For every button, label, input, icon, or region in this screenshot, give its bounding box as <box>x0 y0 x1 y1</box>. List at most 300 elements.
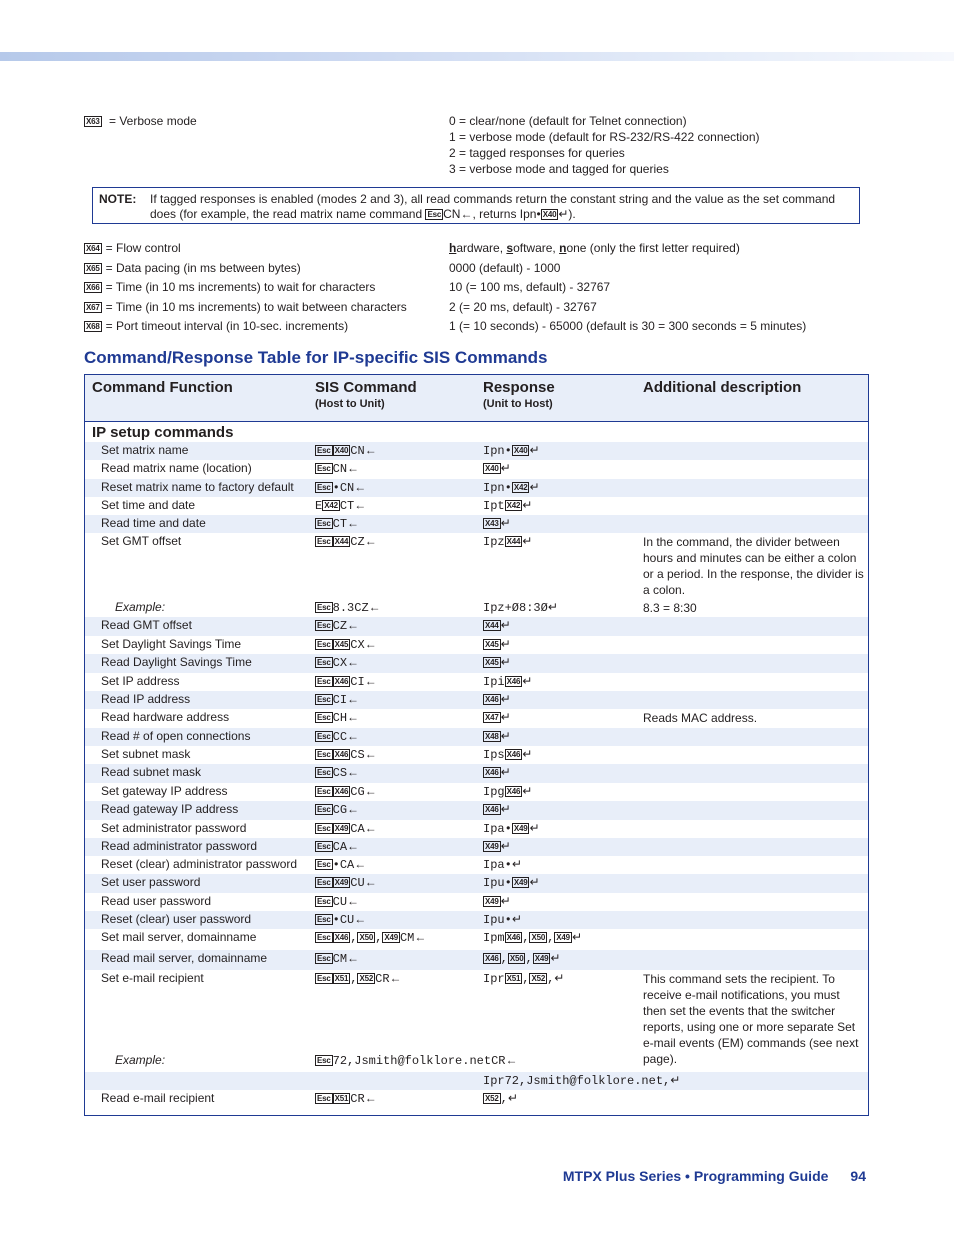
command-function: Read mail server, domainname <box>101 951 268 965</box>
table-row <box>85 1090 868 1110</box>
variable-box: X51 <box>334 974 349 983</box>
code-text: Ipn• <box>483 444 512 458</box>
additional-description: This command sets the recipient. To receive e-mail notifications, you must then set the events that the switcher reports, using one or more separate Set e-mail events (EM) commands (see next page). <box>643 972 859 1066</box>
command-function: Set matrix name <box>101 443 189 457</box>
code-text: CG <box>350 785 365 799</box>
sis-command <box>315 655 359 670</box>
table-row <box>85 709 868 728</box>
response <box>483 600 558 615</box>
esc-key: Esc <box>317 1094 331 1103</box>
response <box>483 443 540 458</box>
command-function: Read Daylight Savings Time <box>101 655 252 669</box>
code-text: CG <box>332 803 348 817</box>
table-row <box>85 636 868 654</box>
header-gradient-bar <box>0 52 954 61</box>
command-function: Read e-mail recipient <box>101 1091 215 1105</box>
esc-key: Esc <box>317 878 331 887</box>
sis-command <box>315 912 366 927</box>
command-function: Read time and date <box>101 516 206 530</box>
enter-arrow-icon: ← <box>347 692 360 706</box>
code-text: Ipr72,Jsmith@folklore.net, <box>483 1074 671 1088</box>
command-function: Read # of open connections <box>101 729 251 743</box>
sis-command <box>315 784 377 799</box>
esc-key: Esc <box>317 824 331 833</box>
code-text: , <box>547 972 555 986</box>
variable-box: X46 <box>506 677 521 686</box>
return-arrow-icon: ↵ <box>500 765 511 779</box>
code-text: Ipr <box>483 972 505 986</box>
esc-key: Esc <box>317 805 331 814</box>
return-arrow-icon: ↵ <box>554 971 565 985</box>
code-text: CN <box>350 444 365 458</box>
command-function: Set GMT offset <box>101 534 182 548</box>
variable-box: X45 <box>334 640 349 649</box>
variable-row-x65 <box>84 260 874 276</box>
variable-value: 2 (= 20 ms, default) - 32767 <box>449 300 597 314</box>
variable-box: X51 <box>506 974 521 983</box>
variable-values <box>449 113 760 177</box>
sis-command <box>315 1091 377 1106</box>
command-response-table <box>84 374 869 1116</box>
esc-key: Esc <box>317 974 331 983</box>
command-function: Read subnet mask <box>101 765 202 779</box>
table-row <box>85 617 868 636</box>
variable-box: X46 <box>485 954 499 963</box>
sis-command <box>315 637 377 652</box>
return-arrow-icon: ↵ <box>500 637 511 651</box>
table-row <box>85 442 868 460</box>
header-description: Additional description <box>643 379 802 396</box>
variable-box: X49 <box>334 878 349 887</box>
table-row <box>85 728 868 746</box>
enter-arrow-icon: ← <box>347 729 360 743</box>
table-row <box>85 801 868 820</box>
code-text: , <box>350 972 358 986</box>
esc-key: Esc <box>317 640 331 649</box>
code-text: , <box>522 972 530 986</box>
code-text: Ipu• <box>483 876 512 890</box>
enter-arrow-icon: ← <box>347 951 360 965</box>
variable-value: 10 (= 100 ms, default) - 32767 <box>449 280 611 294</box>
variable-term: = Flow control <box>105 241 181 255</box>
response <box>483 534 532 549</box>
variable-box: X49 <box>513 878 528 887</box>
variable-term: = Data pacing (in ms between bytes) <box>105 261 301 275</box>
sis-command <box>315 600 381 615</box>
enter-arrow-icon: ← <box>414 930 427 944</box>
return-arrow-icon: ↵ <box>500 839 511 853</box>
value-line: 1 = verbose mode (default for RS-232/RS-422 connection) <box>449 130 760 144</box>
variable-box: X50 <box>509 954 524 963</box>
code-text: •CU <box>332 913 355 927</box>
command-function: Set mail server, domainname <box>101 930 257 944</box>
return-arrow-icon: ↵ <box>500 461 511 475</box>
enter-arrow-icon: ← <box>347 461 360 475</box>
sis-command <box>315 461 359 476</box>
enter-arrow-icon: ← <box>364 443 377 457</box>
variable-box: X49 <box>485 842 499 851</box>
response <box>483 498 532 513</box>
return-arrow-icon: ↵ <box>507 1091 518 1105</box>
variable-box: X43 <box>485 519 499 528</box>
sis-command <box>315 480 366 495</box>
code-text: •CN <box>332 481 355 495</box>
response <box>483 784 532 799</box>
code-text: Ipi <box>483 675 505 689</box>
table-row <box>85 874 868 893</box>
response <box>483 674 532 689</box>
command-function: Read user password <box>101 894 212 908</box>
esc-key: Esc <box>317 464 331 473</box>
return-arrow-icon: ↵ <box>547 600 558 614</box>
response <box>483 729 511 743</box>
table-row <box>85 950 868 970</box>
enter-arrow-icon: ← <box>347 655 360 669</box>
response <box>483 802 511 816</box>
variable-box: X46 <box>485 695 499 704</box>
response <box>483 461 511 475</box>
enter-arrow-icon: ← <box>354 857 367 871</box>
command-function: Reset (clear) user password <box>101 912 252 926</box>
header-command-sub: (Host to Unit) <box>315 398 385 410</box>
enter-arrow-icon: ← <box>347 894 360 908</box>
response <box>483 875 540 890</box>
esc-key: Esc <box>317 446 331 455</box>
code-text: CC <box>332 730 348 744</box>
esc-key: Esc <box>317 695 331 704</box>
enter-arrow-icon: ← <box>354 912 367 926</box>
variable-box: X65 <box>86 264 100 273</box>
esc-key: Esc <box>317 933 331 942</box>
esc-key: Esc <box>427 210 442 219</box>
enter-arrow-icon: ← <box>505 1053 518 1067</box>
table-row <box>85 479 868 497</box>
command-function: Example: <box>115 600 166 614</box>
esc-key: Esc <box>317 732 331 741</box>
variable-box: X40 <box>542 210 557 219</box>
return-arrow-icon: ↵ <box>500 618 511 632</box>
code-text: CI <box>350 675 365 689</box>
return-arrow-icon: ↵ <box>500 894 511 908</box>
return-arrow-icon: ↵ <box>558 207 569 221</box>
esc-key: Esc <box>317 713 331 722</box>
return-arrow-icon: ↵ <box>522 498 533 512</box>
enter-arrow-icon: ← <box>364 534 377 548</box>
return-arrow-icon: ↵ <box>529 480 540 494</box>
return-arrow-icon: ↵ <box>511 912 522 926</box>
sis-command <box>315 930 426 945</box>
code-text: Ips <box>483 748 505 762</box>
esc-key: Esc <box>317 954 331 963</box>
esc-key: Esc <box>317 768 331 777</box>
sis-command <box>315 875 377 890</box>
return-arrow-icon: ↵ <box>500 516 511 530</box>
return-arrow-icon: ↵ <box>522 534 533 548</box>
variable-box: X45 <box>485 640 499 649</box>
enter-arrow-icon: ← <box>347 765 360 779</box>
value-line: 3 = verbose mode and tagged for queries <box>449 162 669 176</box>
table-row <box>85 838 868 856</box>
code-text: CM <box>399 931 415 945</box>
command-function: Set administrator password <box>101 821 247 835</box>
footer-title: MTPX Plus Series • Programming Guide <box>562 1168 829 1184</box>
table-row <box>85 654 868 673</box>
sis-command <box>315 498 366 513</box>
variable-term: = Verbose mode <box>108 114 197 128</box>
table-row <box>85 820 868 838</box>
variable-box: X46 <box>334 933 349 942</box>
enter-arrow-icon: ← <box>364 875 377 889</box>
esc-key: Esc <box>317 519 331 528</box>
code-text: Ipz+Ø8:3Ø <box>483 601 548 615</box>
note-text <box>150 192 850 222</box>
return-arrow-icon: ↵ <box>500 710 511 724</box>
enter-arrow-icon: ← <box>364 784 377 798</box>
command-function: Read administrator password <box>101 839 258 853</box>
esc-key: Esc <box>317 842 331 851</box>
variable-box: X46 <box>334 750 349 759</box>
variable-box: X49 <box>556 933 570 942</box>
table-header <box>85 375 868 422</box>
table-row <box>85 691 868 709</box>
table-row <box>85 929 868 950</box>
variable-box: X49 <box>513 824 528 833</box>
additional-description: Reads MAC address. <box>643 711 758 725</box>
table-row <box>85 856 868 874</box>
variable-box: X44 <box>485 621 499 630</box>
value-line: 0 = clear/none (default for Telnet connection) <box>449 114 687 128</box>
code-text: CZ <box>350 535 365 549</box>
variable-box: X52 <box>359 974 374 983</box>
code-text: CA <box>350 822 365 836</box>
variable-box: X47 <box>485 713 499 722</box>
esc-key: Esc <box>317 677 331 686</box>
variable-box: X64 <box>86 244 100 253</box>
code-text: 8.3CZ <box>332 601 369 615</box>
variable-box: X46 <box>485 768 499 777</box>
sis-command <box>315 971 402 986</box>
command-function: Read gateway IP address <box>101 802 239 816</box>
table-row <box>85 783 868 801</box>
command-function: Set e-mail recipient <box>101 971 204 985</box>
command-function: Read hardware address <box>101 710 230 724</box>
response <box>483 516 511 530</box>
code-text: Ipg <box>483 785 505 799</box>
table-row <box>85 497 868 515</box>
variable-box: X45 <box>485 658 499 667</box>
header-response-sub: (Unit to Host) <box>483 398 553 410</box>
response <box>483 765 511 779</box>
variable-box: X40 <box>485 464 499 473</box>
table-row <box>85 460 868 479</box>
variable-value: 1 (= 10 seconds) - 65000 (default is 30 = 300 seconds = 5 minutes) <box>449 319 807 333</box>
esc-key: Esc <box>317 787 331 796</box>
return-arrow-icon: ↵ <box>522 674 533 688</box>
enter-arrow-icon: ← <box>347 710 360 724</box>
esc-key: Esc <box>317 750 331 759</box>
esc-key: Esc <box>317 1056 331 1065</box>
code-text: CX <box>332 656 348 670</box>
esc-key: Esc <box>317 860 331 869</box>
code-text: CH <box>332 711 348 725</box>
variable-box: X42 <box>506 501 521 510</box>
command-function: Reset matrix name to factory default <box>101 480 294 494</box>
return-arrow-icon: ↵ <box>670 1073 681 1087</box>
command-function: Set IP address <box>101 674 180 688</box>
variable-row-x66 <box>84 279 874 295</box>
table-row <box>85 746 868 764</box>
section-heading: Command/Response Table for IP-specific SIS Commands <box>84 348 548 367</box>
table-row <box>85 911 868 929</box>
response <box>483 747 532 762</box>
sis-command <box>315 821 377 836</box>
variable-row-x64 <box>84 240 874 256</box>
code-text: CS <box>332 766 348 780</box>
esc-key: Esc <box>317 603 331 612</box>
sis-command <box>315 443 377 458</box>
code-text: CR <box>375 972 390 986</box>
response <box>483 912 522 927</box>
code-text: CA <box>332 840 348 854</box>
return-arrow-icon: ↵ <box>500 655 511 669</box>
esc-key: Esc <box>317 915 331 924</box>
variable-value: 0000 (default) - 1000 <box>449 261 561 275</box>
code-text: Ipa• <box>483 858 512 872</box>
variable-box: X49 <box>485 897 499 906</box>
enter-arrow-icon: ← <box>364 1091 377 1105</box>
header-response: Response <box>483 379 555 396</box>
esc-key: Esc <box>317 537 331 546</box>
variable-row-x63 <box>84 113 874 176</box>
response <box>483 930 582 945</box>
variable-box: X46 <box>485 805 499 814</box>
enter-arrow-icon: ← <box>368 600 381 614</box>
sis-command <box>315 516 359 531</box>
return-arrow-icon: ↵ <box>500 692 511 706</box>
code-text: , <box>500 952 508 966</box>
code-text: Ipz <box>483 535 505 549</box>
response <box>483 655 511 669</box>
variable-row-x68 <box>84 318 874 334</box>
variable-box: X46 <box>506 750 521 759</box>
command-function: Set user password <box>101 875 201 889</box>
code-text: CX <box>350 638 365 652</box>
return-arrow-icon: ↵ <box>522 784 533 798</box>
code-text: •CA <box>332 858 355 872</box>
variable-box: X44 <box>334 537 349 546</box>
return-arrow-icon: ↵ <box>511 857 522 871</box>
return-arrow-icon: ↵ <box>550 951 561 965</box>
code-text: CT <box>332 517 348 531</box>
table-row <box>85 764 868 783</box>
variable-box: X51 <box>334 1094 349 1103</box>
note-line-2: does (for example, the read matrix name command Esc CN←, returns Ipn• X40 ↵). <box>150 207 576 221</box>
sis-command <box>315 1053 517 1068</box>
note-label: NOTE: <box>99 192 137 206</box>
header-command: SIS Command <box>315 379 417 396</box>
variable-box: X67 <box>86 303 100 312</box>
command-function: Set subnet mask <box>101 747 191 761</box>
code-text: CI <box>332 693 348 707</box>
enter-arrow-icon: ← <box>364 821 377 835</box>
code-text: , <box>375 931 383 945</box>
return-arrow-icon: ↵ <box>500 802 511 816</box>
return-arrow-icon: ↵ <box>500 729 511 743</box>
esc-key: Esc <box>317 658 331 667</box>
enter-arrow-icon: ← <box>347 839 360 853</box>
response <box>483 692 511 706</box>
return-arrow-icon: ↵ <box>529 821 540 835</box>
response <box>483 839 511 853</box>
section-label: IP setup commands <box>92 424 234 441</box>
response <box>483 1073 680 1088</box>
page-number: 94 <box>850 1168 866 1184</box>
variable-term: = Port timeout interval (in 10-sec. increments) <box>105 319 349 333</box>
table-row <box>85 599 868 617</box>
code-text: , <box>547 931 555 945</box>
variable-box: X40 <box>513 446 528 455</box>
sis-command <box>315 857 366 872</box>
code-text: Ipm <box>483 931 505 945</box>
additional-description: In the command, the divider between hours and minutes can be either a colon or a period. In the response, the divider is a colon. <box>643 535 864 597</box>
variable-term: = Time (in 10 ms increments) to wait for characters <box>105 280 376 294</box>
command-function: Reset (clear) administrator password <box>101 857 298 871</box>
variable-box: X63 <box>86 117 100 126</box>
sis-command <box>315 534 377 549</box>
table-row <box>85 1052 868 1072</box>
code-text: CR <box>350 1092 365 1106</box>
response <box>483 821 540 836</box>
table-row <box>85 515 868 533</box>
return-arrow-icon: ↵ <box>522 747 533 761</box>
enter-arrow-icon: ← <box>460 207 473 221</box>
code-text: , <box>525 952 533 966</box>
enter-arrow-icon: ← <box>347 618 360 632</box>
variable-box: X52 <box>485 1094 499 1103</box>
value-line: 2 = tagged responses for queries <box>449 146 625 160</box>
variable-box: X48 <box>485 732 499 741</box>
enter-arrow-icon: ← <box>354 498 367 512</box>
variable-row-x67 <box>84 299 874 315</box>
sis-command <box>315 674 377 689</box>
variable-box: X50 <box>531 933 546 942</box>
variable-box: X68 <box>86 322 100 331</box>
command-function: Read IP address <box>101 692 191 706</box>
variable-value: hardware, software, none (only the first letter required) <box>449 241 740 255</box>
note-box <box>92 187 860 224</box>
command-function: Set Daylight Savings Time <box>101 637 242 651</box>
enter-arrow-icon: ← <box>354 480 367 494</box>
response <box>483 971 564 986</box>
table-row <box>85 533 868 599</box>
code-text: , <box>522 931 530 945</box>
sis-command <box>315 747 377 762</box>
code-text: 72,Jsmith@folklore.netCR <box>332 1054 506 1068</box>
note-line-1: If tagged responses is enabled (modes 2 and 3), all read commands return the constant string and the value as the set command <box>150 192 836 206</box>
enter-arrow-icon: ← <box>364 637 377 651</box>
variable-box: X66 <box>86 283 100 292</box>
variable-box: X50 <box>359 933 374 942</box>
return-arrow-icon: ↵ <box>529 875 540 889</box>
sis-command <box>315 802 359 817</box>
page-footer <box>563 1168 866 1184</box>
sis-command <box>315 729 359 744</box>
esc-key: Esc <box>317 621 331 630</box>
variable-box: X44 <box>506 537 521 546</box>
enter-arrow-icon: ← <box>364 747 377 761</box>
sis-command <box>315 710 359 725</box>
variable-box: X49 <box>534 954 549 963</box>
